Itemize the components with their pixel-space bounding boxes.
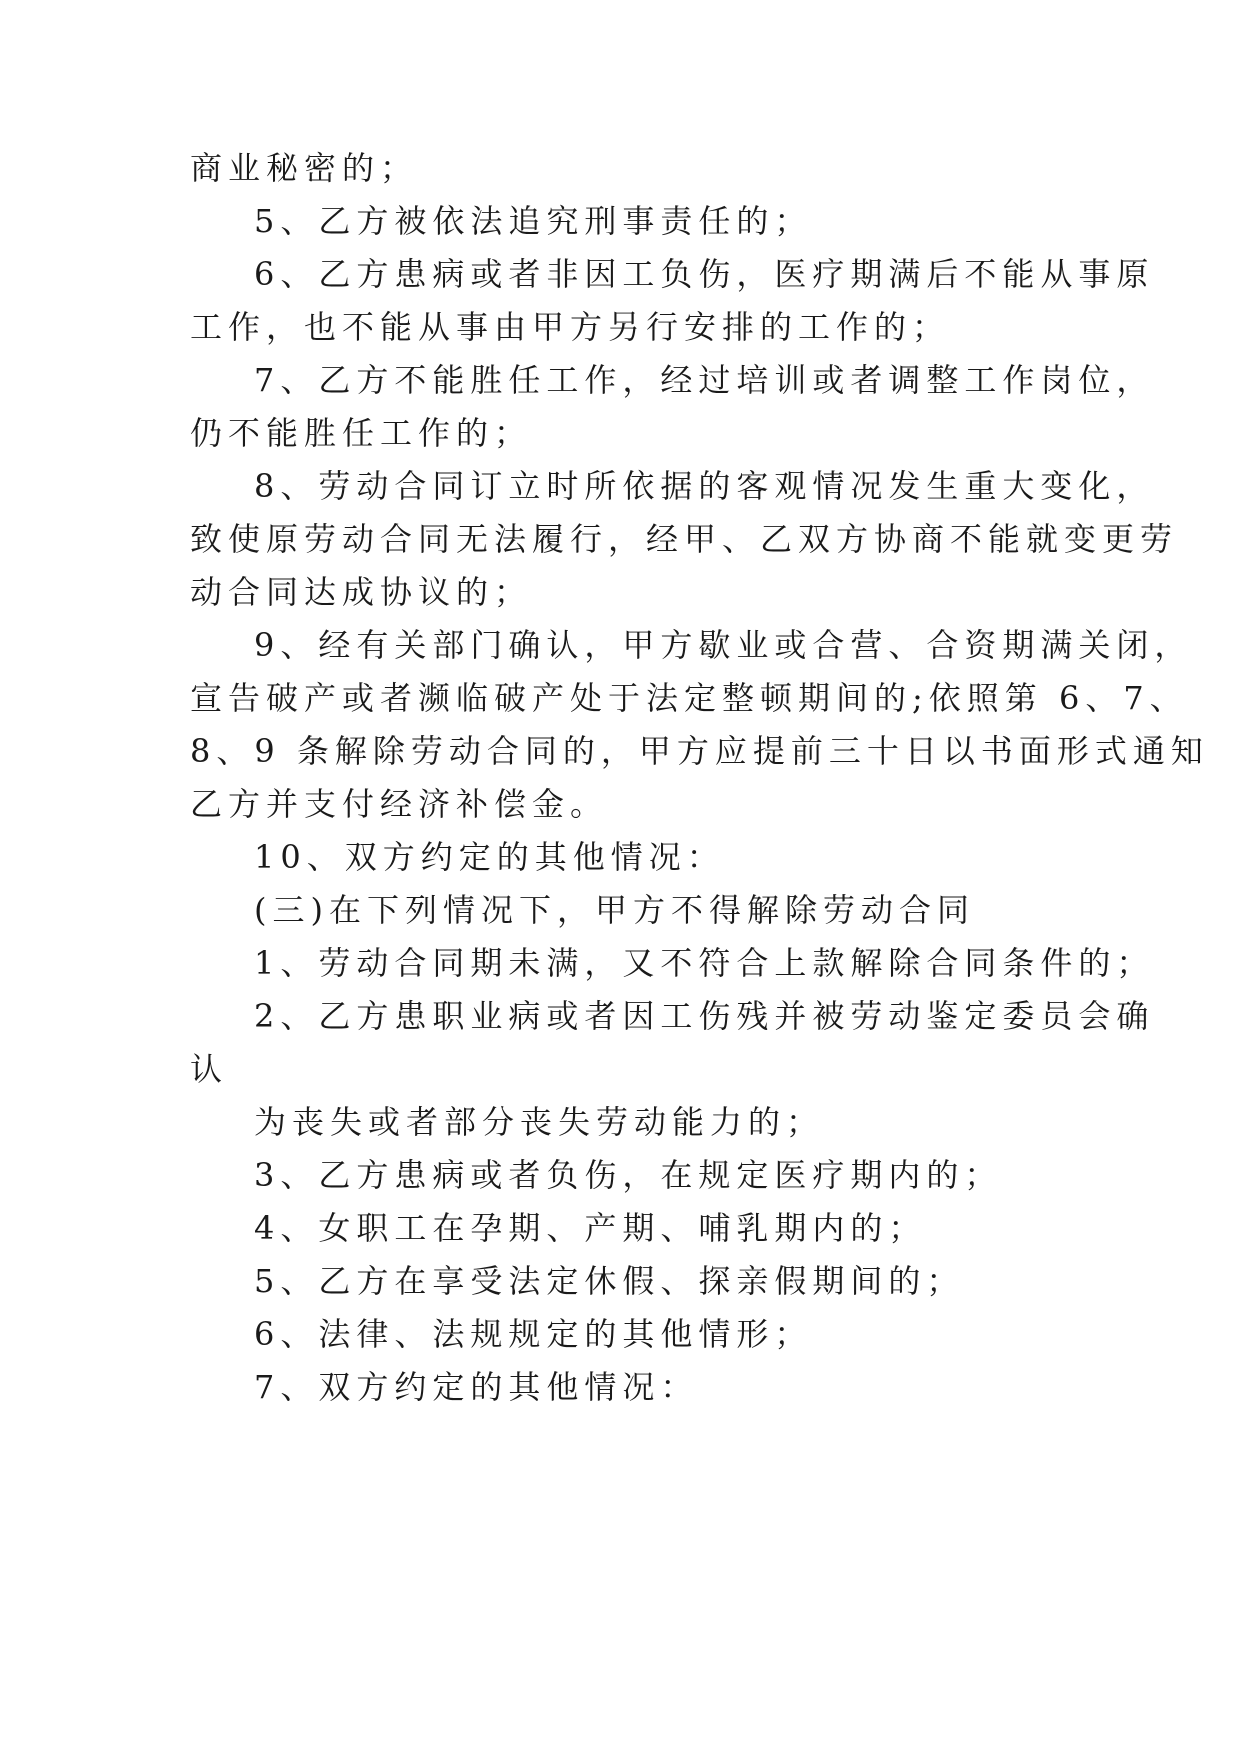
text-line: 为丧失或者部分丧失劳动能力的； <box>254 1103 825 1141</box>
text-line: 动合同达成协议的； <box>190 573 533 611</box>
text-line: 9、经有关部门确认，甲方歇业或合营、合资期满关闭， <box>254 626 1193 664</box>
text-line: 乙方并支付经济补偿金。 <box>190 785 609 823</box>
text-line: 仍不能胜任工作的； <box>190 414 533 452</box>
text-line: 10、双方约定的其他情况： <box>254 838 725 876</box>
text-line: 工作，也不能从事由甲方另行安排的工作的； <box>190 308 951 346</box>
text-line: 商业秘密的； <box>190 149 419 187</box>
text-line: 1、劳动合同期未满，又不符合上款解除合同条件的； <box>254 944 1155 982</box>
text-line: 4、女职工在孕期、产期、哺乳期内的； <box>254 1209 927 1247</box>
text-line: 8、9 条解除劳动合同的，甲方应提前三十日以书面形式通知 <box>190 732 1209 770</box>
text-line: 3、乙方患病或者负伤，在规定医疗期内的； <box>254 1156 1003 1194</box>
text-line: 8、劳动合同订立时所依据的客观情况发生重大变化， <box>254 467 1155 505</box>
text-line: 7、乙方不能胜任工作，经过培训或者调整工作岗位， <box>254 361 1155 399</box>
text-line: 6、乙方患病或者非因工负伤，医疗期满后不能从事原 <box>254 255 1155 293</box>
text-line: 认 <box>190 1050 229 1088</box>
text-line: 5、乙方被依法追究刑事责任的； <box>254 202 813 240</box>
text-line: 7、双方约定的其他情况： <box>254 1368 699 1406</box>
text-line: (三)在下列情况下，甲方不得解除劳动合同 <box>254 891 975 929</box>
text-line: 2、乙方患职业病或者因工伤残并被劳动鉴定委员会确 <box>254 997 1155 1035</box>
text-line: 致使原劳动合同无法履行，经甲、乙双方协商不能就变更劳 <box>190 520 1179 558</box>
text-line: 5、乙方在享受法定休假、探亲假期间的； <box>254 1262 965 1300</box>
text-line: 6、法律、法规规定的其他情形； <box>254 1315 813 1353</box>
text-line: 宣告破产或者濒临破产处于法定整顿期间的;依照第 6、7、 <box>190 679 1188 717</box>
